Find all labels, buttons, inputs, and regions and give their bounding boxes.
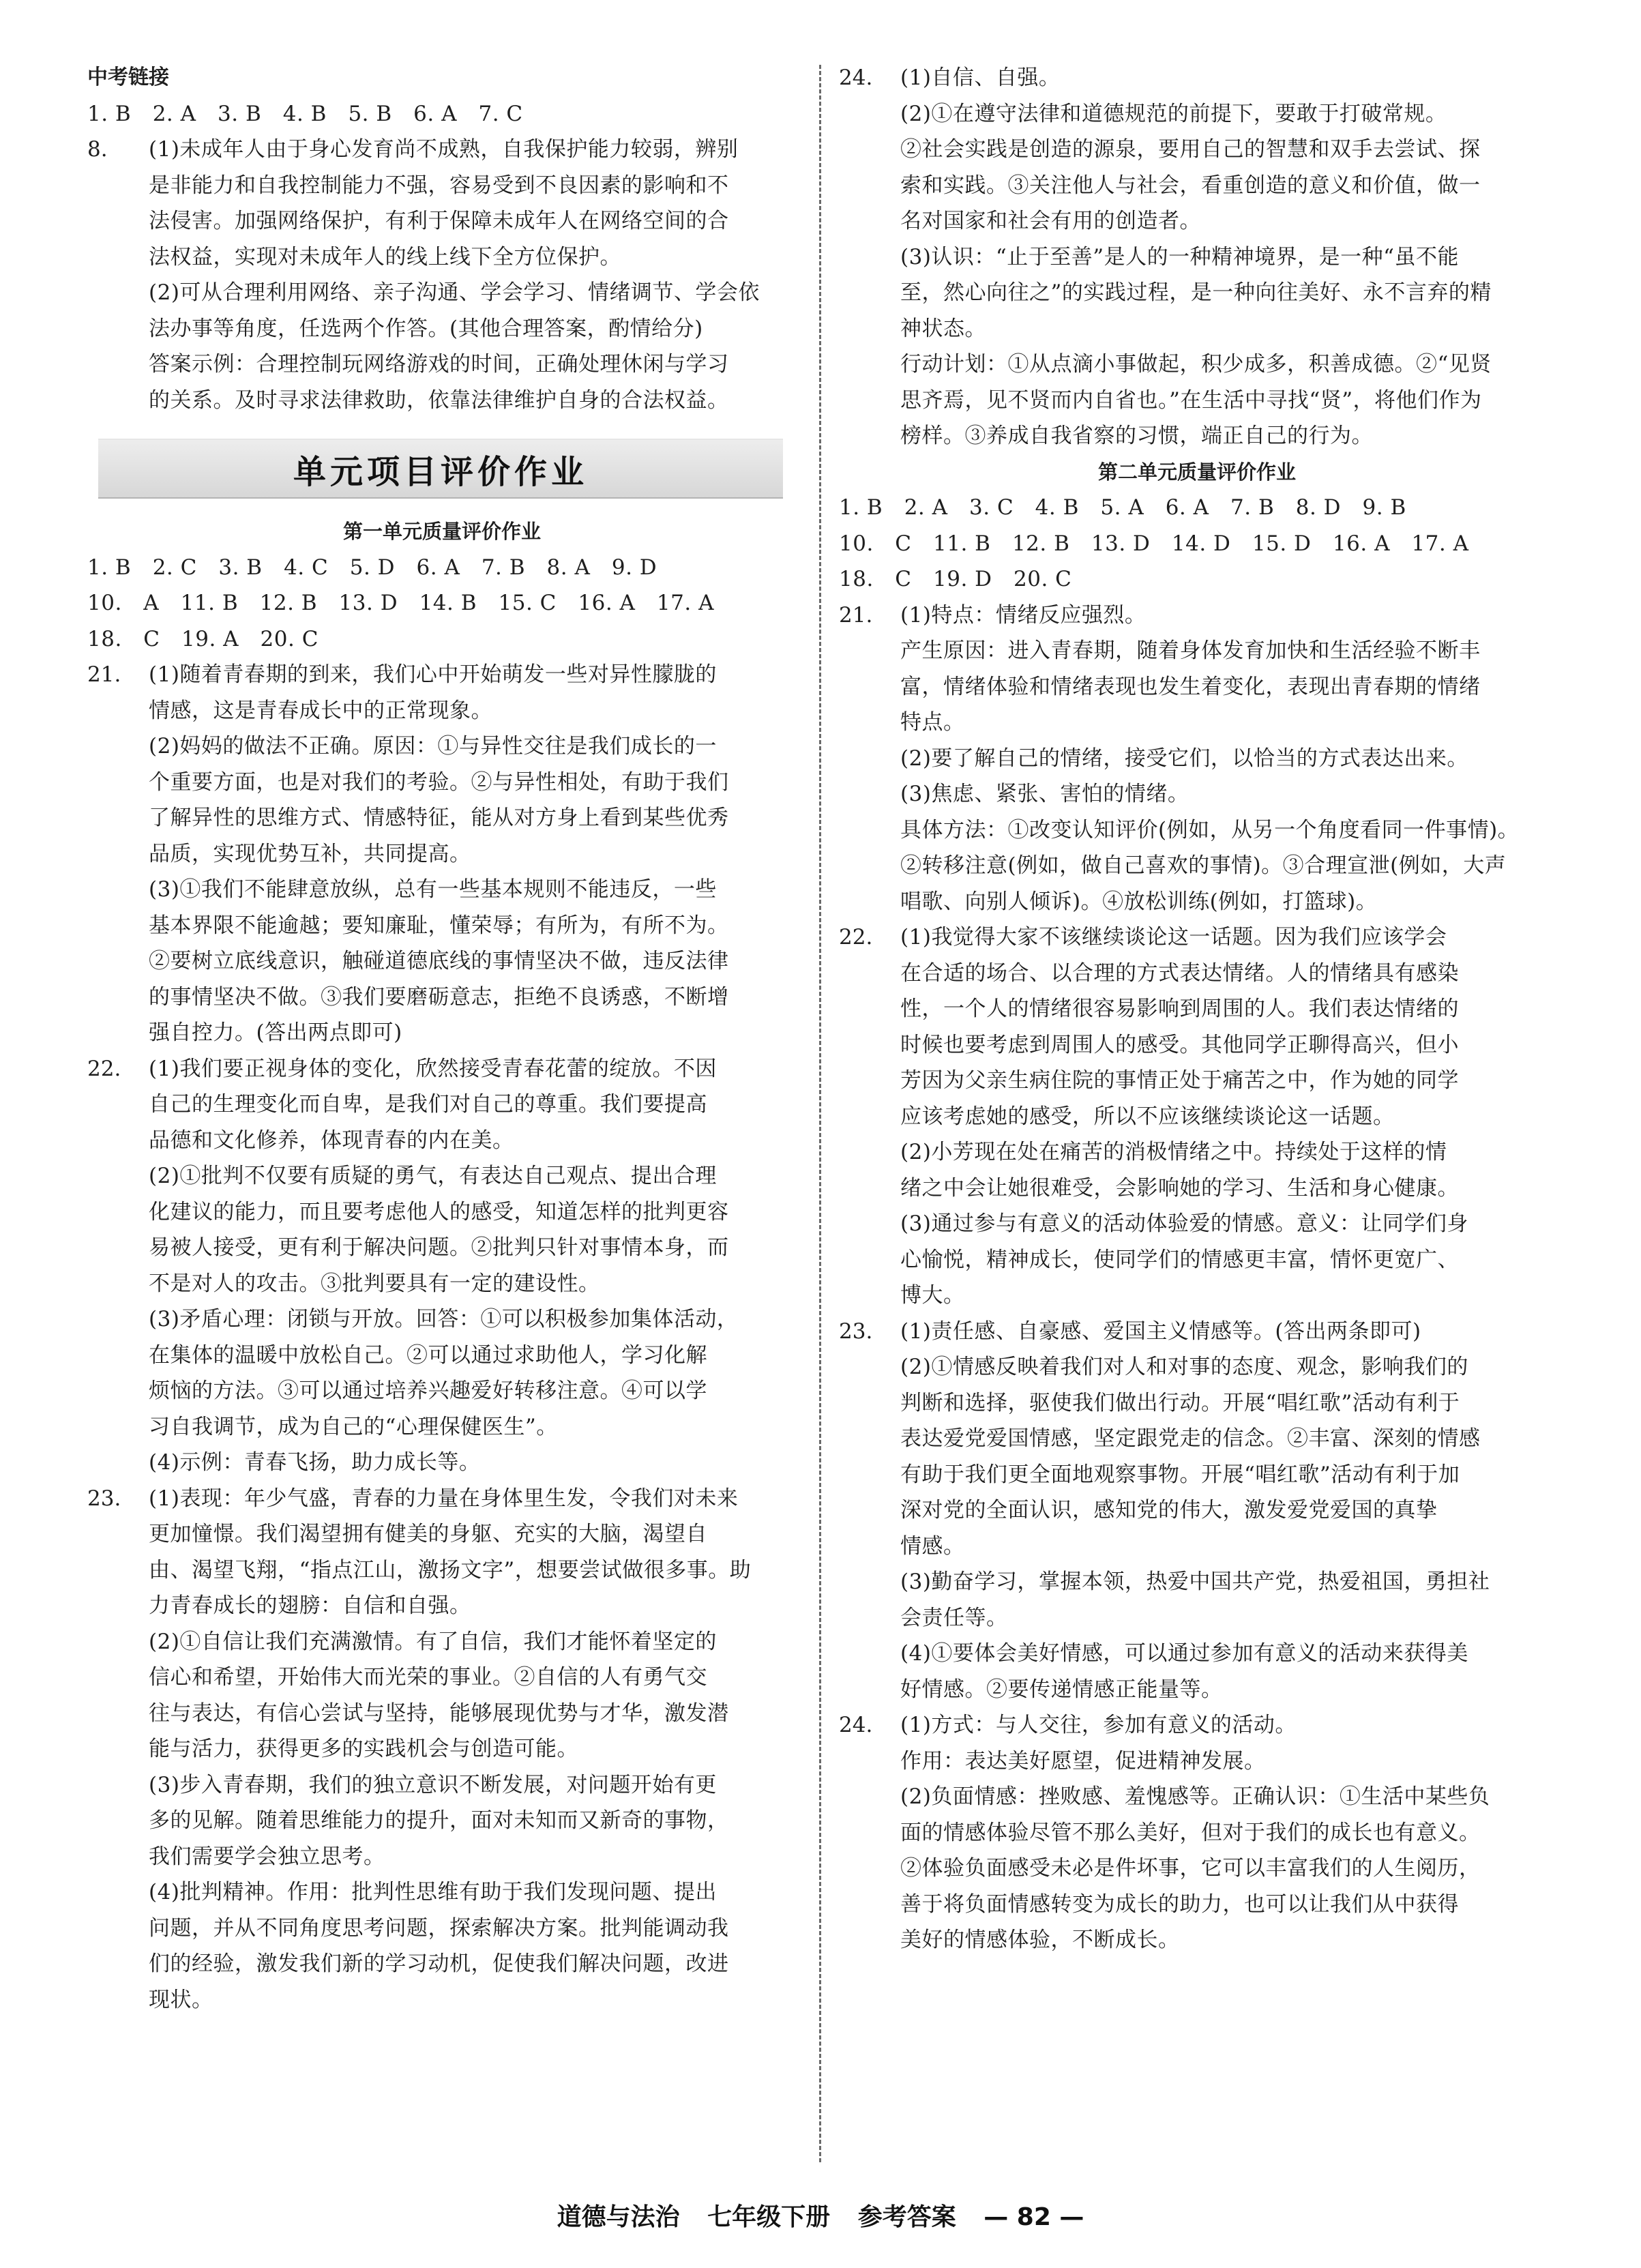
answer-line: 法权益，实现对未成年人的线上线下全方位保护。 [149, 244, 621, 269]
answer-line: (2)①自信让我们充满激情。有了自信，我们才能怀着坚定的 [149, 1629, 717, 1654]
answer-line: (1)特点：情绪反应强烈。 [900, 602, 1147, 628]
question-number: 22. [839, 925, 873, 949]
question-answer-body [149, 657, 797, 1051]
answer-line: 应该考虑她的感受，所以不应该继续谈论这一话题。 [900, 1104, 1395, 1129]
answer-key-line: 1. B 2. C 3. B 4. C 5. D 6. A 7. B 8. A 9. D [87, 555, 657, 580]
answer-key-line: 10. C 11. B 12. B 13. D 14. D 15. D 16. A 17. A [839, 531, 1469, 556]
left-column [87, 60, 797, 2018]
answer-line: 易被人接受，更有利于解决问题。②批判只针对事情本身，而 [149, 1235, 729, 1260]
page-footer [0, 2198, 1641, 2233]
answer-line: 品质，实现优势互补，共同提高。 [149, 841, 471, 866]
answer-line: 绪之中会让她很难受，会影响她的学习、生活和身心健康。 [900, 1175, 1459, 1201]
right-column [839, 60, 1555, 1958]
answer-line: 品德和文化修养，体现青春的内在美。 [149, 1128, 514, 1153]
answer-line: (1)未成年人由于身心发育尚不成熟，自我保护能力较弱，辨别 [149, 137, 739, 162]
footer-grade: 七年级下册 [707, 2203, 831, 2231]
question-answer-body [149, 1051, 797, 1481]
question-answer-body [900, 60, 1555, 454]
answer-line: (2)可从合理利用网络、亲子沟通、学会学习、情绪调节、学会依 [149, 280, 760, 305]
answer-key-line: 10. A 11. B 12. B 13. D 14. B 15. C 16. A 17. A [87, 591, 714, 615]
unit2-choice-answers [839, 490, 1555, 598]
answer-line: (3)焦虑、紧张、害怕的情绪。 [900, 782, 1189, 806]
answer-line: (3)通过参与有意义的活动体验爱的情感。意义：让同学们身 [900, 1211, 1468, 1236]
answer-line: (4)示例：青春飞扬，助力成长等。 [149, 1450, 481, 1475]
answer-line: 至，然心向往之”的实践过程，是一种向往美好、永不言弃的精 [900, 280, 1492, 305]
answer-line: 烦恼的方法。③可以通过培养兴趣爱好转移注意。④可以学 [149, 1379, 707, 1403]
answer-line: 性，一个人的情绪很容易影响到周围的人。我们表达情绪的 [900, 997, 1459, 1021]
question-block [839, 919, 1555, 1314]
answer-line: 法侵害。加强网络保护，有利于保障未成年人在网络空间的合 [149, 209, 729, 233]
answer-line: 名对国家和社会有用的创造者。 [900, 209, 1201, 233]
answer-line: 基本界限不能逾越；要知廉耻，懂荣辱；有所为，有所不为。 [149, 913, 729, 938]
answer-line: (4)①要体会美好情感，可以通过参加有意义的活动来获得美 [900, 1641, 1468, 1666]
answer-line: (1)我们要正视身体的变化，欣然接受青春花蕾的绽放。不因 [149, 1056, 717, 1081]
answer-line: 富，情绪体验和情绪表现也发生着变化，表现出青春期的情绪 [900, 674, 1481, 699]
answer-line: 博大。 [900, 1283, 965, 1308]
answer-line: (2)①在遵守法律和道德规范的前提下，要敢于打破常规。 [900, 101, 1447, 126]
answer-line: 会责任等。 [900, 1605, 1008, 1630]
answer-line: (3)步入青春期，我们的独立意识不断发展，对问题开始有更 [149, 1772, 717, 1797]
answer-line: 法办事等角度，任选两个作答。(其他合理答案，酌情给分) [149, 316, 703, 341]
section-banner-title: 单元项目评价作业 [293, 452, 588, 491]
answer-line: 个重要方面，也是对我们的考验。②与异性相处，有助于我们 [149, 769, 729, 795]
footer-subject: 道德与法治 [557, 2203, 680, 2231]
answer-key-line: 1. B 2. A 3. C 4. B 5. A 6. A 7. B 8. D 9. B [839, 495, 1406, 520]
answer-line: 时候也要考虑到周围人的感受。其他同学正聊得高兴，但小 [900, 1032, 1459, 1057]
answer-line: 善于将负面情感转变为成长的助力，也可以让我们从中获得 [900, 1891, 1459, 1917]
answer-line: 美好的情感体验，不断成长。 [900, 1928, 1180, 1952]
question-answer-body [149, 132, 797, 418]
answer-line: 好情感。②要传递情感正能量等。 [900, 1677, 1223, 1702]
answer-line: 有助于我们更全面地观察事物。开展“唱红歌”活动有利于加 [900, 1462, 1460, 1487]
answer-line: 作用：表达美好愿望，促进精神发展。 [900, 1748, 1266, 1773]
question-number: 21. [839, 602, 873, 628]
question-number: 21. [87, 662, 121, 687]
answer-line: 了解异性的思维方式、情感特征，能从对方身上看到某些优秀 [149, 806, 729, 830]
answer-line: (2)①情感反映着我们对人和对事的态度、观念，影响我们的 [900, 1355, 1468, 1379]
unit1-choice-answers [87, 550, 797, 658]
answer-line: 心愉悦，精神成长，使同学们的情感更丰富，情怀更宽广、 [900, 1247, 1459, 1272]
answer-line: (1)表现：年少气盛，青春的力量在身体里生发，令我们对未来 [149, 1486, 739, 1511]
answer-line: 在合适的场合、以合理的方式表达情绪。人的情绪具有感染 [900, 960, 1459, 986]
answer-line: 往与表达，有信心尝试与坚持，能够展现优势与才华，激发潜 [149, 1700, 729, 1726]
answer-line: 强自控力。(答出两点即可) [149, 1020, 402, 1045]
answer-line: ②转移注意(例如，做自己喜欢的事情)。③合理宣泄(例如，大声 [900, 853, 1507, 878]
answer-line: ②社会实践是创造的源泉，要用自己的智慧和双手去尝试、探 [900, 137, 1481, 162]
answer-line: (1)自信、自强。 [900, 65, 1061, 90]
question-block [87, 1051, 797, 1481]
zhongkao-choice-answers: 1. B 2. A 3. B 4. B 5. B 6. A 7. C [87, 101, 523, 126]
answer-line: 是非能力和自我控制能力不强，容易受到不良因素的影响和不 [149, 173, 729, 198]
answer-line: 行动计划：①从点滴小事做起，积少成多，积善成德。②“见贤 [900, 352, 1492, 377]
answer-key-line: 18. C 19. D 20. C [839, 567, 1072, 591]
question-block [87, 132, 797, 418]
question-block [839, 60, 1555, 454]
answer-line: 在集体的温暖中放松自己。②可以通过求助他人，学习化解 [149, 1342, 707, 1368]
question-answer-body [900, 919, 1555, 1314]
answer-line: 榜样。③养成自我省察的习惯，端正自己的行为。 [900, 424, 1373, 448]
question-block [839, 1314, 1555, 1708]
answer-line: (1)随着青春期的到来，我们心中开始萌发一些对异性朦胧的 [149, 662, 717, 687]
answer-line: 具体方法：①改变认知评价(例如，从另一个角度看同一件事情)。 [900, 817, 1520, 842]
answer-line: (1)责任感、自豪感、爱国主义情感等。(答出两条即可) [900, 1319, 1421, 1344]
answer-line: 们的经验，激发我们新的学习动机，促使我们解决问题，改进 [149, 1952, 729, 1976]
section-banner [98, 439, 783, 499]
answer-line: ②要树立底线意识，触碰道德底线的事情坚决不做，违反法律 [149, 949, 729, 973]
column-divider [819, 65, 821, 2162]
answer-line: 情感。 [900, 1533, 965, 1559]
answer-line: 特点。 [900, 710, 965, 735]
answer-line: (3)认识：“止于至善”是人的一种精神境界，是一种“虽不能 [900, 244, 1459, 269]
footer-label: 参考答案 [857, 2203, 956, 2231]
unit2-title: 第二单元质量评价作业 [1097, 460, 1296, 484]
answer-line: 由、渴望飞翔，“指点江山，激扬文字”，想要尝试做很多事。助 [149, 1557, 752, 1582]
answer-line: 化建议的能力，而且要考虑他人的感受，知道怎样的批判更容 [149, 1199, 729, 1224]
answer-line: 习自我调节，成为自己的“心理保健医生”。 [149, 1414, 558, 1439]
question-block [87, 1481, 797, 2018]
answer-line: 情感，这是青春成长中的正常现象。 [149, 698, 492, 723]
answer-line: 思齐焉，见不贤而内自省也。”在生活中寻找“贤”，将他们作为 [900, 387, 1482, 413]
answer-line: 判断和选择，驱使我们做出行动。开展“唱红歌”活动有利于 [900, 1390, 1460, 1415]
question-answer-body [900, 1314, 1555, 1708]
answer-line: (3)勤奋学习，掌握本领，热爱中国共产党，热爱祖国，勇担社 [900, 1570, 1490, 1594]
answer-line: 面的情感体验尽管不那么美好，但对于我们的成长也有意义。 [900, 1820, 1481, 1845]
answer-line: 神状态。 [900, 316, 986, 341]
answer-line: (3)①我们不能肆意放纵，总有一些基本规则不能违反，一些 [149, 877, 717, 902]
answer-line: 深对党的全面认识，感知党的伟大，激发爱党爱国的真挚 [900, 1498, 1438, 1522]
answer-key-line: 18. C 19. A 20. C [87, 626, 319, 651]
question-number: 24. [839, 1713, 873, 1737]
question-number: 23. [87, 1486, 121, 1511]
answer-line: 唱歌、向别人倾诉)。④放松训练(例如，打篮球)。 [900, 889, 1378, 914]
answer-line: 表达爱党爱国情感，坚定跟党走的信念。②丰富、深刻的情感 [900, 1426, 1481, 1451]
answer-line: (2)妈妈的做法不正确。原因：①与异性交往是我们成长的一 [149, 734, 717, 759]
answer-line: (1)我觉得大家不该继续谈论这一话题。因为我们应该学会 [900, 925, 1447, 949]
question-block [839, 1707, 1555, 1958]
question-number: 8. [87, 137, 108, 162]
question-number: 24. [839, 65, 873, 90]
answer-line: 现状。 [149, 1987, 213, 2012]
answer-line: (2)负面情感：挫败感、羞愧感等。正确认识：①生活中某些负 [900, 1784, 1490, 1809]
answer-line: (2)要了解自己的情绪，接受它们，以恰当的方式表达出来。 [900, 746, 1468, 771]
answer-line: 自己的生理变化而自卑，是我们对自己的尊重。我们要提高 [149, 1092, 707, 1117]
answer-line: 答案示例：合理控制玩网络游戏的时间，正确处理休闲与学习 [149, 352, 729, 377]
zhongkao-link-heading: 中考链接 [87, 65, 169, 89]
answer-line: 多的见解。随着思维能力的提升，面对未知而又新奇的事物， [149, 1808, 729, 1833]
answer-line: 更加憧憬。我们渴望拥有健美的身躯、充实的大脑，渴望自 [149, 1522, 707, 1546]
answer-line: ②体验负面感受未必是件坏事，它可以丰富我们的人生阅历， [900, 1856, 1481, 1881]
answer-line: (2)小芳现在处在痛苦的消极情绪之中。持续处于这样的情 [900, 1140, 1447, 1164]
answer-line: 不是对人的攻击。③批判要具有一定的建设性。 [149, 1271, 600, 1296]
footer-page-number: — 82 — [984, 2203, 1084, 2231]
question-answer-body [900, 1707, 1555, 1958]
answer-line: 的事情坚决不做。③我们要磨砺意志，拒绝不良诱惑，不断增 [149, 984, 729, 1010]
question-block [839, 598, 1555, 920]
answer-line: (4)批判精神。作用：批判性思维有助于我们发现问题、提出 [149, 1880, 717, 1904]
question-number: 23. [839, 1319, 873, 1344]
answer-line: 信心和希望，开始伟大而光荣的事业。②自信的人有勇气交 [149, 1665, 707, 1690]
answer-line: 我们需要学会独立思考。 [149, 1844, 385, 1869]
unit1-title: 第一单元质量评价作业 [342, 520, 541, 543]
answer-line: 力青春成长的翅膀：自信和自强。 [149, 1593, 471, 1618]
question-answer-body [149, 1481, 797, 2018]
answer-line: 能与活力，获得更多的实践机会与创造可能。 [149, 1737, 578, 1761]
answer-line: (3)矛盾心理：闭锁与开放。回答：①可以积极参加集体活动， [149, 1307, 739, 1331]
answer-line: (1)方式：与人交往，参加有意义的活动。 [900, 1713, 1297, 1737]
question-number: 22. [87, 1056, 121, 1081]
answer-line: 芳因为父亲生病住院的事情正处于痛苦之中，作为她的同学 [900, 1068, 1459, 1093]
question-block [87, 657, 797, 1051]
answer-line: 产生原因：进入青春期，随着身体发育加快和生活经验不断丰 [900, 638, 1481, 663]
answer-line: (2)①批判不仅要有质疑的勇气，有表达自己观点、提出合理 [149, 1164, 717, 1188]
answer-line: 的关系。及时寻求法律救助，依靠法律维护自身的合法权益。 [149, 387, 729, 413]
answer-line: 问题，并从不同角度思考问题，探索解决方案。批判能调动我 [149, 1915, 729, 1941]
answer-line: 索和实践。③关注他人与社会，看重创造的意义和价值，做一 [900, 173, 1481, 198]
question-answer-body [900, 598, 1555, 920]
